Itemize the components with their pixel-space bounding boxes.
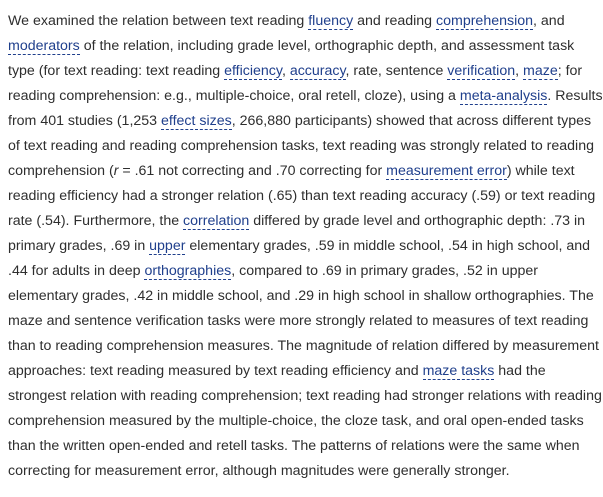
text-segment: . Results bbox=[547, 88, 603, 104]
glossary-term-link[interactable]: maze bbox=[523, 63, 558, 79]
text-segment: than the written open-ended and retell tasks. The patterns of relations were the same when bbox=[8, 438, 580, 454]
text-segment: correcting for measurement error, although magnitudes were generally stronger. bbox=[8, 463, 510, 479]
glossary-term-link[interactable]: efficiency bbox=[224, 63, 282, 79]
text-segment: type (for text reading: text reading bbox=[8, 63, 225, 79]
text-line bbox=[8, 9, 590, 34]
text-segment: strongest relation with reading comprehension; text reading had stronger relations with reading bbox=[8, 388, 602, 404]
text-segment: reading comprehension: e.g., multiple-choice, oral retell, cloze), using a bbox=[8, 88, 460, 104]
text-line bbox=[8, 184, 596, 209]
glossary-term-link[interactable]: meta-analysis bbox=[459, 88, 548, 104]
text-segment: ; for bbox=[557, 63, 583, 79]
text-segment: primary grades, .69 in bbox=[8, 238, 150, 254]
glossary-term-link[interactable]: effect sizes bbox=[161, 113, 232, 129]
text-segment: than to reading comprehension measures. The magnitude of relation differed by measurement bbox=[8, 338, 599, 354]
glossary-term-link[interactable]: moderators bbox=[8, 38, 80, 54]
text-segment: ) while text bbox=[506, 163, 575, 179]
text-line bbox=[8, 284, 594, 309]
glossary-term-link[interactable]: fluency bbox=[308, 13, 354, 29]
text-line bbox=[8, 134, 594, 159]
text-segment: differed by grade level and orthographic depth: .73 in bbox=[249, 213, 586, 229]
text-line bbox=[8, 84, 603, 109]
text-segment: , rate, sentence bbox=[345, 63, 448, 79]
text-segment: had the bbox=[494, 363, 546, 379]
text-segment: reading efficiency had a stronger relation (.65) than text reading accuracy (.59) or text reading bbox=[8, 188, 596, 204]
text-segment: , bbox=[281, 63, 290, 79]
text-segment: rate (.54). Furthermore, the bbox=[8, 213, 184, 229]
text-segment: of the relation, including grade level, orthographic depth, and assessment task bbox=[79, 38, 575, 54]
glossary-term-link[interactable]: upper bbox=[149, 238, 186, 254]
text-line bbox=[8, 109, 590, 134]
text-segment: from 401 studies (1,253 bbox=[8, 113, 161, 129]
text-line bbox=[8, 59, 590, 84]
text-segment: approaches: text reading measured by text reading efficiency and bbox=[8, 363, 423, 379]
glossary-term-link[interactable]: correlation bbox=[183, 213, 250, 229]
text-segment: elementary grades, .42 in middle school, and .29 in high school in shallow orthographies. The bbox=[8, 288, 594, 304]
glossary-term-link[interactable]: comprehension bbox=[436, 13, 534, 29]
text-line bbox=[8, 384, 602, 409]
text-segment: elementary grades, .59 in middle school, .54 in high school, and bbox=[185, 238, 591, 254]
text-line bbox=[8, 409, 590, 434]
text-line bbox=[8, 334, 599, 359]
text-segment: maze and sentence verification tasks were more strongly related to measures of text reading bbox=[8, 313, 589, 329]
glossary-term-link[interactable]: maze tasks bbox=[422, 363, 495, 379]
text-line bbox=[8, 34, 590, 59]
text-segment: and reading bbox=[353, 13, 437, 29]
text-line bbox=[8, 209, 590, 234]
text-line bbox=[8, 309, 590, 334]
text-line bbox=[8, 459, 590, 484]
text-segment: , 266,880 participants) showed that across different types bbox=[231, 113, 592, 129]
text-segment: comprehension ( bbox=[8, 163, 114, 179]
text-segment: of text reading and reading comprehension tasks, text reading was strongly related to reading bbox=[8, 138, 594, 154]
italic-symbol: r bbox=[113, 163, 119, 179]
text-line bbox=[8, 259, 590, 284]
text-segment: , bbox=[515, 63, 524, 79]
text-segment: , compared to .69 in primary grades, .52 in upper bbox=[231, 263, 538, 279]
glossary-term-link[interactable]: measurement error bbox=[386, 163, 507, 179]
text-line bbox=[8, 159, 590, 184]
glossary-term-link[interactable]: orthographies bbox=[144, 263, 232, 279]
text-line bbox=[8, 359, 590, 384]
text-line bbox=[8, 234, 590, 259]
text-segment: = .61 not correcting and .70 correcting for bbox=[118, 163, 387, 179]
glossary-term-link[interactable]: verification bbox=[447, 63, 516, 79]
text-segment: .44 for adults in deep bbox=[8, 263, 145, 279]
text-segment: , and bbox=[533, 13, 565, 29]
glossary-term-link[interactable]: accuracy bbox=[289, 63, 346, 79]
text-segment: comprehension measured by the multiple-choice, the cloze task, and oral open-ended tasks bbox=[8, 413, 584, 429]
text-line bbox=[8, 434, 590, 459]
text-segment: We examined the relation between text reading bbox=[8, 13, 309, 29]
